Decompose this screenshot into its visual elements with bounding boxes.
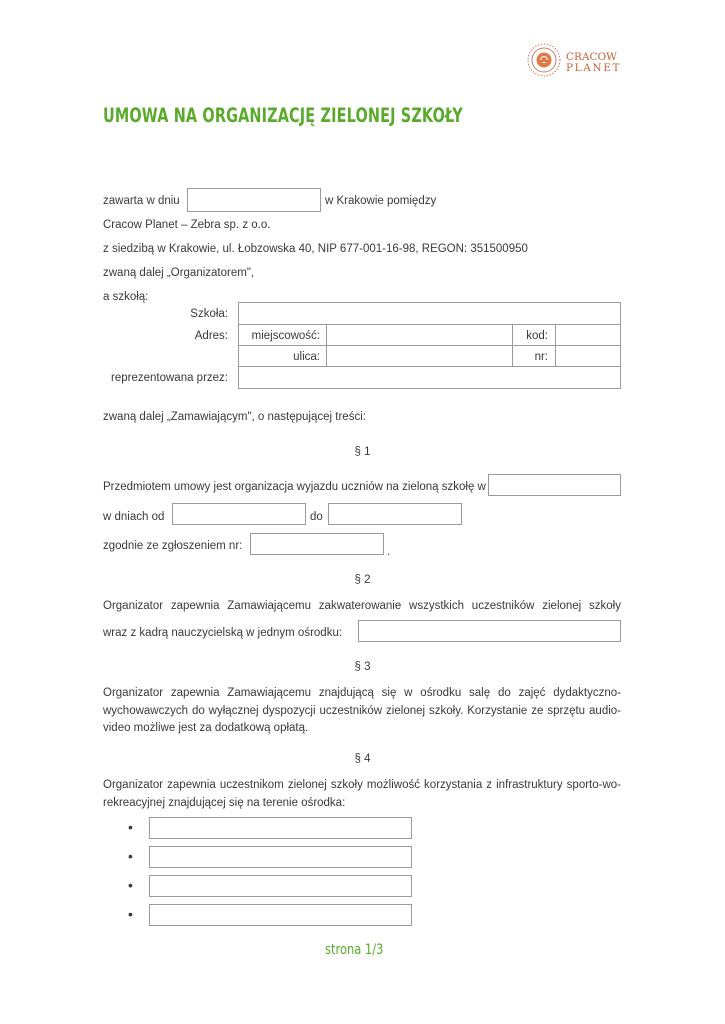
street-field[interactable]: [326, 345, 513, 367]
planet-logo-icon: [526, 42, 562, 78]
city-field[interactable]: [326, 324, 513, 346]
days-from-label: w dniach od: [103, 511, 165, 523]
number-field[interactable]: [555, 345, 621, 367]
code-field[interactable]: [555, 324, 621, 346]
company-address: z siedzibą w Krakowie, ul. Łobzowska 40, NIP 677-001-16-98, REGON: 351500950: [103, 243, 528, 255]
list-bullet: •: [128, 906, 133, 922]
infrastructure-field-3[interactable]: [149, 875, 412, 897]
application-dot: .: [387, 546, 391, 558]
organizer-alias: zwaną dalej „Organizatorem",: [103, 267, 255, 279]
section-3-heading: § 3: [354, 661, 371, 673]
school-intro: a szkołą:: [103, 291, 149, 303]
company-logo: [526, 42, 626, 82]
rep-label: reprezentowana przez:: [111, 372, 228, 384]
application-label: zgodnie ze zgłoszeniem nr:: [103, 540, 243, 552]
date-suffix: w Krakowie pomiędzy: [325, 195, 437, 207]
school-label: Szkoła:: [190, 308, 228, 320]
subject-text: Przedmiotem umowy jest organizacja wyjazdu uczniów na zieloną szkołę w: [103, 481, 486, 493]
section-4-heading: § 4: [354, 753, 371, 765]
company-name: Cracow Planet – Zebra sp. z o.o.: [103, 219, 271, 231]
infrastructure-field-1[interactable]: [149, 817, 412, 839]
date-field[interactable]: [187, 188, 321, 212]
date-prefix: zawarta w dniu: [103, 195, 180, 207]
code-label: kod:: [526, 330, 548, 342]
date-from-field[interactable]: [172, 503, 306, 525]
logo-line1: CRACOW: [566, 51, 617, 63]
section-1-heading: § 1: [354, 446, 371, 458]
street-label: ulica:: [293, 351, 320, 363]
list-bullet: •: [128, 877, 133, 893]
document-title: UMOWA NA ORGANIZACJĘ ZIELONEJ SZKOŁY: [103, 104, 463, 127]
section-3-text: Organizator zapewnia Zamawiającemu znajdującą się w ośrodku salę do zajęć dydaktyczno-wychowawczych do wyłącznej dyspozycji uczestników zielonej szkoły. Korzystanie ze sprzętu audio-video możliwe jest za dodatkową opłatą.: [103, 687, 621, 734]
date-to-field[interactable]: [328, 503, 462, 525]
city-label: miejscowość:: [251, 330, 320, 342]
logo-line2: PLANET: [566, 62, 622, 74]
page-number: strona 1/3: [325, 942, 384, 958]
section-2-text: [103, 598, 621, 616]
rep-field[interactable]: [238, 366, 621, 389]
number-label: nr:: [534, 351, 548, 363]
list-bullet: •: [128, 819, 133, 835]
destination-field[interactable]: [488, 474, 621, 496]
section-4-text: Organizator zapewnia uczestnikom zielonej szkoły możliwość korzystania z infrastruktury sporto-wo-rekreacyjnej znajdującej się na terenie ośrodka:: [103, 779, 621, 809]
infrastructure-field-2[interactable]: [149, 846, 412, 868]
infrastructure-field-4[interactable]: [149, 904, 412, 926]
section-2-heading: § 2: [354, 574, 371, 586]
section-2-text-line1: Organizator zapewnia Zamawiającemu zakwaterowanie wszystkich uczestników zielonej szkoły: [103, 600, 621, 612]
application-number-field[interactable]: [250, 533, 384, 555]
client-alias: zwaną dalej „Zamawiającym", o następującej treści:: [103, 411, 366, 423]
address-label: Adres:: [194, 330, 228, 342]
list-bullet: •: [128, 848, 133, 864]
venue-field[interactable]: [358, 620, 621, 642]
section-2-text2: wraz z kadrą nauczycielską w jednym ośrodku:: [103, 627, 343, 639]
school-field[interactable]: [238, 302, 621, 325]
days-to-label: do: [310, 511, 323, 523]
